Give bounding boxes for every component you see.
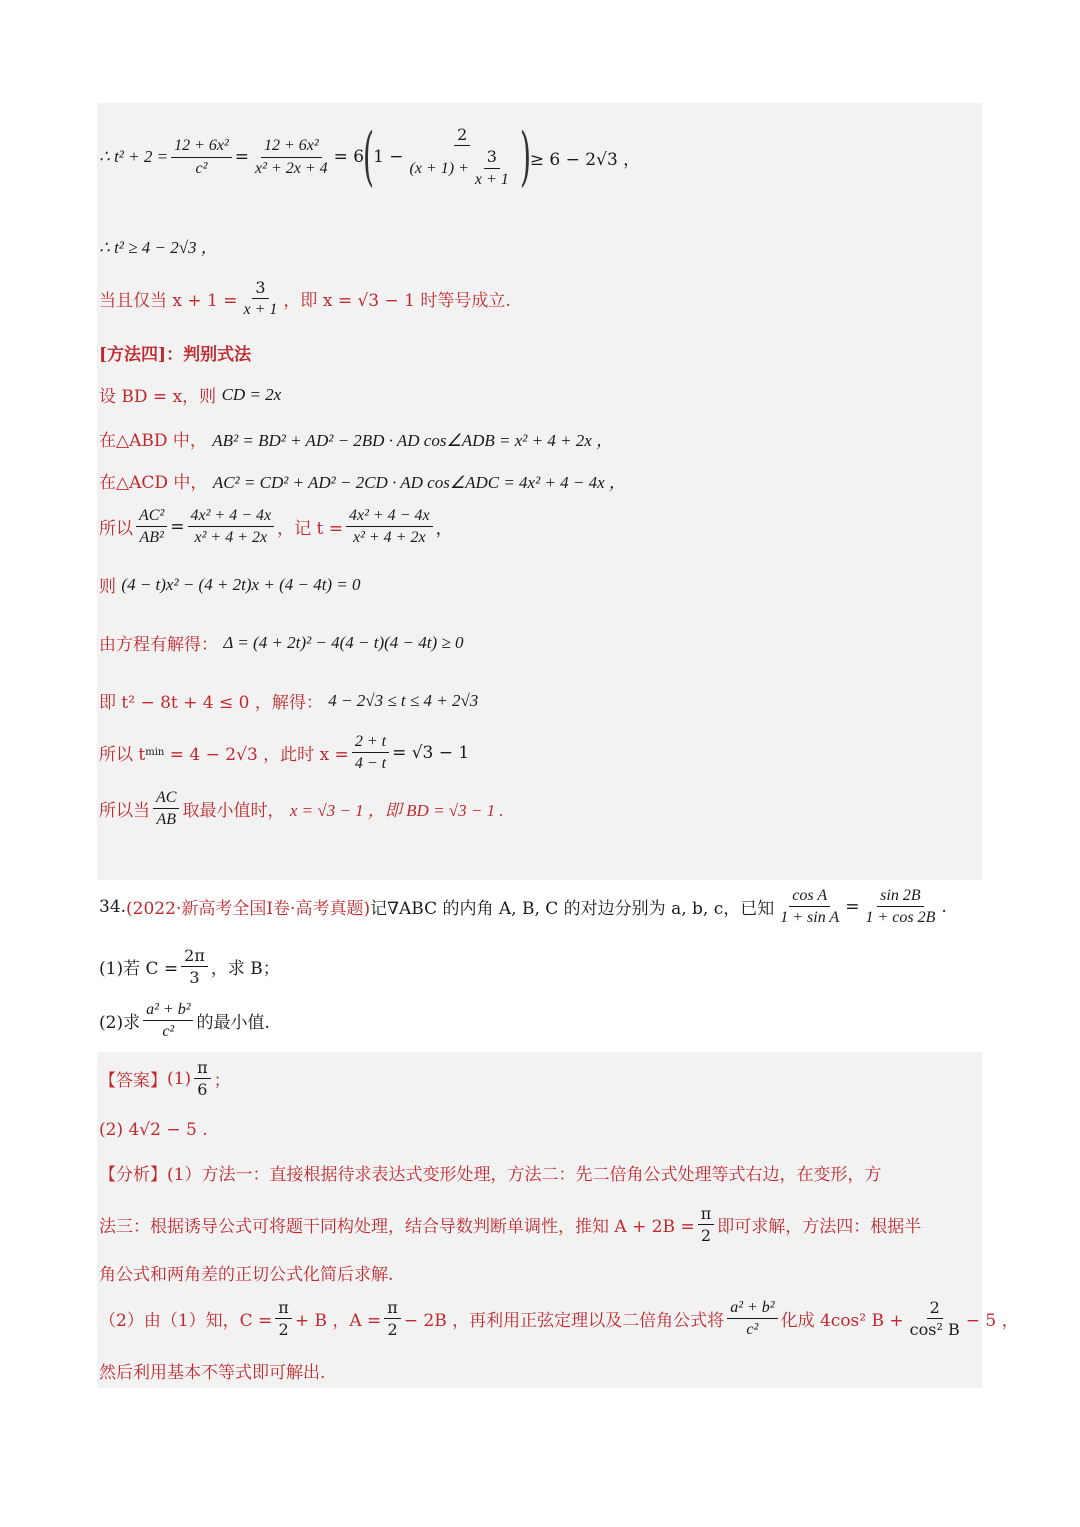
text: 在△ACD 中， [99,473,208,493]
analysis-line-1 [99,1160,881,1185]
denominator: cos² B [909,1320,960,1340]
eq-end: ≥ 6 − 2√3 ， [529,149,641,170]
numerator: π [194,1058,211,1079]
text: （2）由（1）知，C = [99,1311,273,1332]
step-line [99,732,469,773]
question-2 [99,1000,270,1041]
denominator: x² + 4 + 2x [194,529,268,547]
numerator: 4x² + 4 − 4x [188,506,275,527]
math: Δ = (4 + 2t)² − 4(4 − t)(4 − 4t) ≥ 0 [223,632,464,652]
equation-line-2 [99,233,218,258]
text: 则 [99,577,116,597]
fraction [171,136,232,177]
denominator: 3 [189,968,200,988]
step-line [99,468,626,493]
heading-text: [方法四]：判别式法 [99,345,252,365]
problem-source: (2022·新高考全国Ⅰ卷·高考真题) [126,899,371,920]
text: 然后利用基本不等式即可解出. [99,1363,326,1383]
answer-line-1 [99,1058,231,1099]
fraction [181,946,208,987]
numerator: AC² [136,506,167,527]
numerator: π [384,1298,401,1319]
equation-line-1 [99,112,640,202]
step-line [99,788,504,829]
math: (4 − t)x² − (4 + 2t)x + (4 − 4t) = 0 [121,574,361,594]
numerator: AC [153,788,179,809]
equals: = [170,516,185,537]
text: 化成 4cos² B + [780,1311,904,1332]
numerator: 12 + 6x² [261,136,322,157]
equals: = [234,147,250,167]
text: ，即 x = √3 − 1 时等号成立. [283,291,511,312]
numerator: 2 [927,1298,943,1319]
denominator: 2 [700,1226,712,1246]
numerator: sin 2B [877,886,923,907]
answer-label: 【答案】 [99,1071,167,1092]
numerator: 3 [252,278,268,299]
step-line [99,572,361,597]
eq-mid: = 6 [333,147,365,167]
denominator: 2 [278,1320,289,1340]
step-line [99,426,613,451]
equals: = [845,896,860,917]
problem-text: 记∇ABC 的内角 A, B, C 的对边分别为 a, b, c，已知 [370,899,775,920]
text: ； [213,1071,231,1092]
method-heading [99,340,251,365]
eq-text: ∴ t² ≥ 4 − 2√3 ， [99,238,218,257]
denominator: 6 [197,1080,208,1100]
text: (2)求 [99,1013,141,1034]
fraction [188,506,275,547]
text: = 4 − 2√3 ，此时 x = [169,745,349,766]
text: = √3 − 1 [392,742,470,763]
left-paren: ( [362,120,375,194]
fraction [698,1204,715,1245]
numerator: 2π [181,946,208,967]
math: x = √3 − 1 ，即 BD = √3 − 1 . [289,801,504,821]
text: 取最小值时， [182,801,285,822]
step-line [99,506,453,547]
eq-one: 1 − [373,147,404,167]
text: 由方程有解得： [99,635,218,655]
denominator [407,146,518,188]
fraction [136,506,167,547]
fraction [407,125,518,189]
denominator: c² [162,1023,175,1041]
text: ， [435,519,453,540]
analysis-line-2 [99,1204,921,1245]
fraction [907,1298,963,1339]
denominator: x² + 4 + 2x [352,529,426,547]
numerator: cos A [789,886,830,907]
text: (1)若 C = [99,959,179,980]
question-1 [99,946,280,987]
fraction [777,886,842,927]
text: 当且仅当 x + 1 = [99,291,238,312]
right-paren: ) [519,120,531,194]
numerator: 12 + 6x² [171,136,232,157]
equality-condition [99,278,511,319]
subscript: min [145,747,165,759]
text: 法三：根据诱导公式可将题干同构处理，结合导数判断单调性，推知 A + 2B = [99,1217,695,1238]
problem-number: 34. [99,896,127,917]
eq-prefix: ∴ t² + 2 = [99,147,169,166]
step-line [99,630,464,655]
text: − 2B ，再利用正弦定理以及二倍角公式将 [403,1311,725,1332]
numerator: 4x² + 4 − 4x [346,506,433,527]
text: 所以 [99,519,133,540]
fraction [252,136,331,177]
numerator: π [275,1298,292,1319]
text: ，求 B； [210,959,280,980]
denominator: 1 + sin A [780,909,840,927]
fraction [384,1298,401,1339]
analysis-line-4 [99,1298,1019,1339]
step-line [99,382,281,407]
math: CD = 2x [221,384,282,404]
analysis-label: 【分析】 [99,1165,167,1185]
denominator: 4 − t [354,755,387,773]
answer-line-2 [99,1120,208,1140]
fraction [241,278,281,319]
denominator: c² [746,1321,759,1339]
numerator: 3 [484,147,500,168]
step-line [99,688,478,713]
math: AC² = CD² + AD² − 2CD · AD cos∠ADC = 4x² + 4 − 4x ， [212,473,626,492]
numerator: a² + b² [143,1000,193,1021]
period: . [941,896,947,917]
analysis-line-5 [99,1358,325,1383]
text: + B ，A = [294,1311,382,1332]
denominator: AB [156,811,176,829]
denominator: x + 1 [243,301,278,319]
text: 设 BD = x，则 [99,387,217,407]
text: 所以 t [99,745,146,766]
fraction [275,1298,292,1339]
text: 所以当 [99,801,150,822]
text: 在△ABD 中， [99,431,207,451]
fraction [194,1058,211,1099]
denominator: x + 1 [474,170,509,188]
problem-34 [99,886,947,927]
denominator: 1 + cos 2B [865,909,936,927]
numerator: a² + b² [727,1298,777,1319]
denominator: c² [195,159,208,177]
text: 的最小值. [196,1013,270,1034]
fraction [346,506,433,547]
denominator: AB² [139,529,164,547]
fraction [153,788,179,829]
denominator: x² + 2x + 4 [255,159,328,177]
text: (1) [167,1068,192,1089]
text: 即 t² − 8t + 4 ≤ 0 ，解得： [99,693,323,713]
text: (2) 4√2 − 5 . [99,1120,208,1140]
fraction [143,1000,193,1041]
text: ，记 t = [277,519,343,540]
text: 角公式和两角差的正切公式化简后求解. [99,1265,394,1285]
fraction [727,1298,777,1339]
fraction [352,732,389,773]
math: 4 − 2√3 ≤ t ≤ 4 + 2√3 [328,690,479,710]
numerator: 2 + t [352,732,389,753]
text: − 5 ， [965,1311,1019,1332]
numerator: 2 [454,125,470,146]
fraction [862,886,938,927]
analysis-line-3 [99,1260,393,1285]
math: AB² = BD² + AD² − 2BD · AD cos∠ADB = x² + 4 + 2x ， [212,431,614,450]
inner-fraction [472,147,512,188]
text: 即可求解，方法四：根据半 [717,1217,922,1238]
den-part: (x + 1) + [409,159,469,177]
numerator: π [698,1204,715,1225]
denominator: 2 [387,1320,398,1340]
text: (1）方法一：直接根据待求表达式变形处理，方法二：先二倍角公式处理等式右边，在变形，方 [167,1165,882,1185]
